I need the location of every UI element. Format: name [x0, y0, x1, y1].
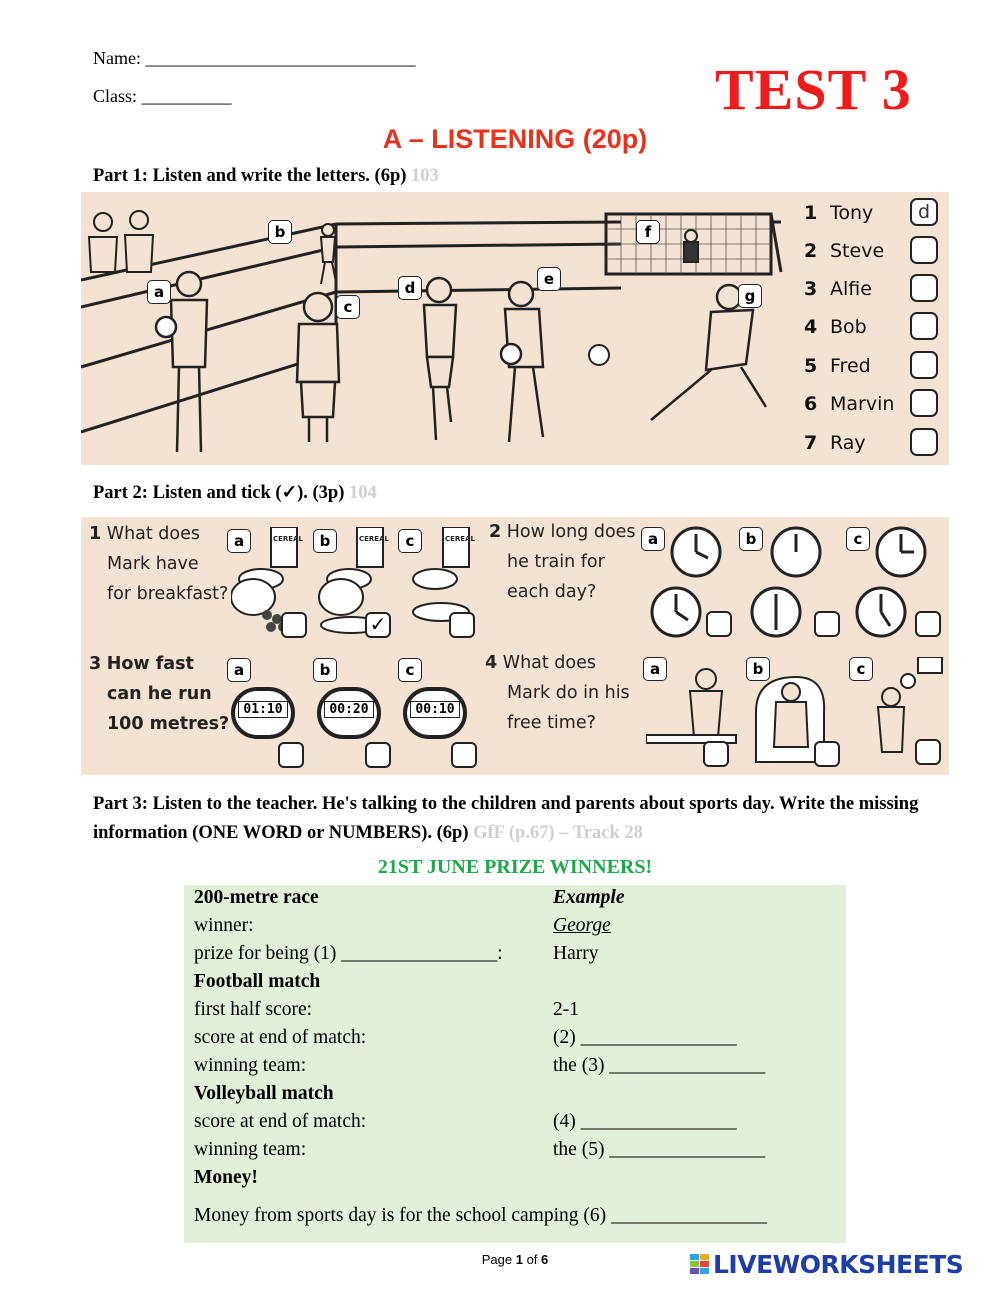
answer-box-4[interactable]: [910, 312, 938, 340]
name-field[interactable]: Name: ______________________________: [93, 48, 416, 68]
q3-option-c: c: [398, 658, 422, 682]
name-number: 7: [804, 432, 818, 454]
q2-option-a: a: [641, 527, 665, 551]
question-line: free time?: [507, 713, 596, 733]
scene-letter-e: e: [537, 267, 561, 291]
scene-letter-g: g: [738, 284, 762, 308]
part3-heading: [93, 790, 953, 848]
question-line: What does: [106, 524, 201, 544]
answer-box-5[interactable]: [910, 351, 938, 379]
table-row-label: winning team:: [194, 1139, 307, 1160]
q3-option-b: b: [313, 658, 337, 682]
q1-option-c: c: [398, 529, 422, 553]
table-row-label: score at end of match:: [194, 1111, 367, 1132]
question-number: 3: [89, 654, 102, 674]
q2-tickbox-b[interactable]: [814, 611, 840, 637]
question-line: Mark have: [107, 554, 199, 574]
table-row-label: Football match: [194, 971, 321, 992]
q2-tickbox-c[interactable]: [915, 611, 941, 637]
table-row-label: Volleyball match: [194, 1083, 334, 1104]
part1-heading: [93, 166, 439, 187]
stopwatch-b-time: 00:20: [324, 701, 374, 718]
question-3: [89, 649, 229, 739]
q3-option-a: a: [227, 658, 251, 682]
name-number: 6: [804, 393, 818, 415]
name-row-3: [804, 278, 872, 300]
page-current: 1: [515, 1252, 523, 1267]
stopwatch-a-time: 01:10: [238, 701, 288, 718]
name-label: Fred: [830, 355, 871, 377]
name-label: Bob: [830, 316, 867, 338]
stopwatch-c-time: 00:10: [410, 701, 460, 718]
q1-tickbox-a[interactable]: [281, 612, 307, 638]
question-line: Mark do in his: [507, 683, 630, 703]
part2-track: 104: [348, 483, 377, 503]
blank-1[interactable]: prize for being (1) ________________:: [194, 943, 503, 964]
table-row-label: score at end of match:: [194, 1027, 367, 1048]
part1-track: 103: [411, 166, 439, 186]
q4-option-c: c: [849, 657, 873, 681]
blank-4[interactable]: (4) ________________: [553, 1111, 737, 1132]
tick-questions-panel: [81, 517, 949, 775]
answer-box-7[interactable]: [910, 428, 938, 456]
name-number: 3: [804, 278, 818, 300]
logo-text: LIVEWORKSHEETS: [713, 1250, 964, 1279]
q1-option-b: b: [313, 529, 337, 553]
table-row-label: first half score:: [194, 999, 313, 1020]
name-row-5: [804, 355, 871, 377]
question-number: 1: [89, 524, 102, 544]
blank-5[interactable]: the (5) ________________: [553, 1139, 766, 1160]
table-row-label: Money!: [194, 1167, 258, 1188]
table-row-label: 200-metre race: [194, 887, 319, 908]
page-prefix: Page: [481, 1252, 516, 1267]
cereal-box-label: CEREAL: [359, 535, 389, 543]
name-number: 5: [804, 355, 818, 377]
q3-tickbox-b[interactable]: [365, 742, 391, 768]
class-field[interactable]: Class: __________: [93, 86, 232, 106]
stopwatch-b: [317, 687, 381, 739]
part3-heading-text: Part 3: Listen to the teacher. He's talking to the children and parents about sports day. Write the missing information (ONE WORD or NUMBERS). (6p): [93, 794, 919, 843]
part1-heading-text: Part 1: Listen and write the letters. (6p): [93, 166, 407, 186]
football-scene-panel: [81, 192, 949, 465]
table-row-label: winner:: [194, 915, 254, 936]
blank-2[interactable]: (2) ________________: [553, 1027, 737, 1048]
q3-tickbox-a[interactable]: [278, 742, 304, 768]
name-row-1: [804, 202, 873, 224]
question-number: 4: [485, 653, 498, 673]
clocks-illustration: [646, 522, 946, 642]
name-label: Marvin: [830, 393, 895, 415]
q4-option-a: a: [643, 657, 667, 681]
scene-letter-c: c: [336, 295, 360, 319]
name-label: Ray: [830, 432, 866, 454]
liveworksheets-logo-icon: [690, 1254, 710, 1276]
cereal-box-label: CEREAL: [445, 535, 475, 543]
test-title: TEST 3: [715, 57, 912, 122]
question-1: [89, 519, 228, 609]
section-title: A – LISTENING (20p): [382, 124, 648, 154]
liveworksheets-logo: [690, 1250, 963, 1279]
table-row-label: winning team:: [194, 1055, 307, 1076]
table-row-value: Example: [553, 887, 625, 908]
name-row-4: [804, 316, 867, 338]
question-line: How fast: [106, 654, 194, 674]
part2-heading-text: Part 2: Listen and tick (✓). (3p): [93, 483, 345, 503]
q3-tickbox-c[interactable]: [451, 742, 477, 768]
scene-letter-b: b: [268, 220, 292, 244]
part2-heading: [93, 482, 377, 504]
q4-tickbox-a[interactable]: [703, 741, 729, 767]
table-row-value: George: [553, 915, 611, 936]
name-label: Tony: [830, 202, 874, 224]
answer-box-6[interactable]: [910, 389, 938, 417]
page-mid: of: [522, 1252, 542, 1267]
prize-table-title: 21ST JUNE PRIZE WINNERS!: [377, 856, 653, 878]
question-line: 100 metres?: [107, 714, 230, 734]
answer-box-1[interactable]: d: [910, 198, 938, 226]
q2-option-c: c: [846, 527, 870, 551]
scene-letter-a: a: [147, 280, 171, 304]
q4-tickbox-c[interactable]: [915, 739, 941, 765]
stopwatch-c: [403, 687, 467, 739]
table-row-value: Harry: [553, 943, 599, 964]
question-line: for breakfast?: [107, 584, 229, 604]
name-number: 1: [804, 202, 818, 224]
name-number: 2: [804, 240, 818, 262]
question-2: [489, 517, 636, 607]
name-label: Alfie: [830, 278, 872, 300]
question-line: each day?: [507, 582, 597, 602]
q1-option-a: a: [227, 529, 251, 553]
part3-track: GfF (p.67) – Track 28: [473, 823, 643, 843]
q4-option-b: b: [746, 657, 770, 681]
breakfast-illustration: [231, 527, 481, 637]
stopwatch-a: [231, 687, 295, 739]
free-time-illustration: [646, 657, 946, 772]
page-total: 6: [541, 1252, 549, 1267]
question-line: he train for: [507, 552, 605, 572]
table-row-value: 2-1: [553, 999, 579, 1020]
q2-tickbox-a[interactable]: [706, 611, 732, 637]
q4-tickbox-b[interactable]: [814, 741, 840, 767]
cereal-box-label: CEREAL: [273, 535, 303, 543]
blank-6[interactable]: Money from sports day is for the school camping (6) ________________: [194, 1205, 768, 1226]
scene-letter-f: f: [636, 220, 660, 244]
name-row-7: [804, 432, 866, 454]
name-row-6: [804, 393, 894, 415]
name-label: Steve: [830, 240, 885, 262]
question-number: 2: [489, 522, 502, 542]
name-number: 4: [804, 316, 818, 338]
question-4: [485, 648, 630, 738]
q1-tickbox-c[interactable]: [449, 612, 475, 638]
q2-option-b: b: [739, 527, 763, 551]
q1-tickbox-b[interactable]: ✓: [365, 612, 391, 638]
blank-3[interactable]: the (3) ________________: [553, 1055, 766, 1076]
answer-box-2[interactable]: [910, 236, 938, 264]
question-line: can he run: [107, 684, 212, 704]
question-line: How long does: [506, 522, 636, 542]
scene-letter-d: d: [398, 276, 422, 300]
question-line: What does: [502, 653, 597, 673]
name-row-2: [804, 240, 884, 262]
answer-box-3[interactable]: [910, 274, 938, 302]
